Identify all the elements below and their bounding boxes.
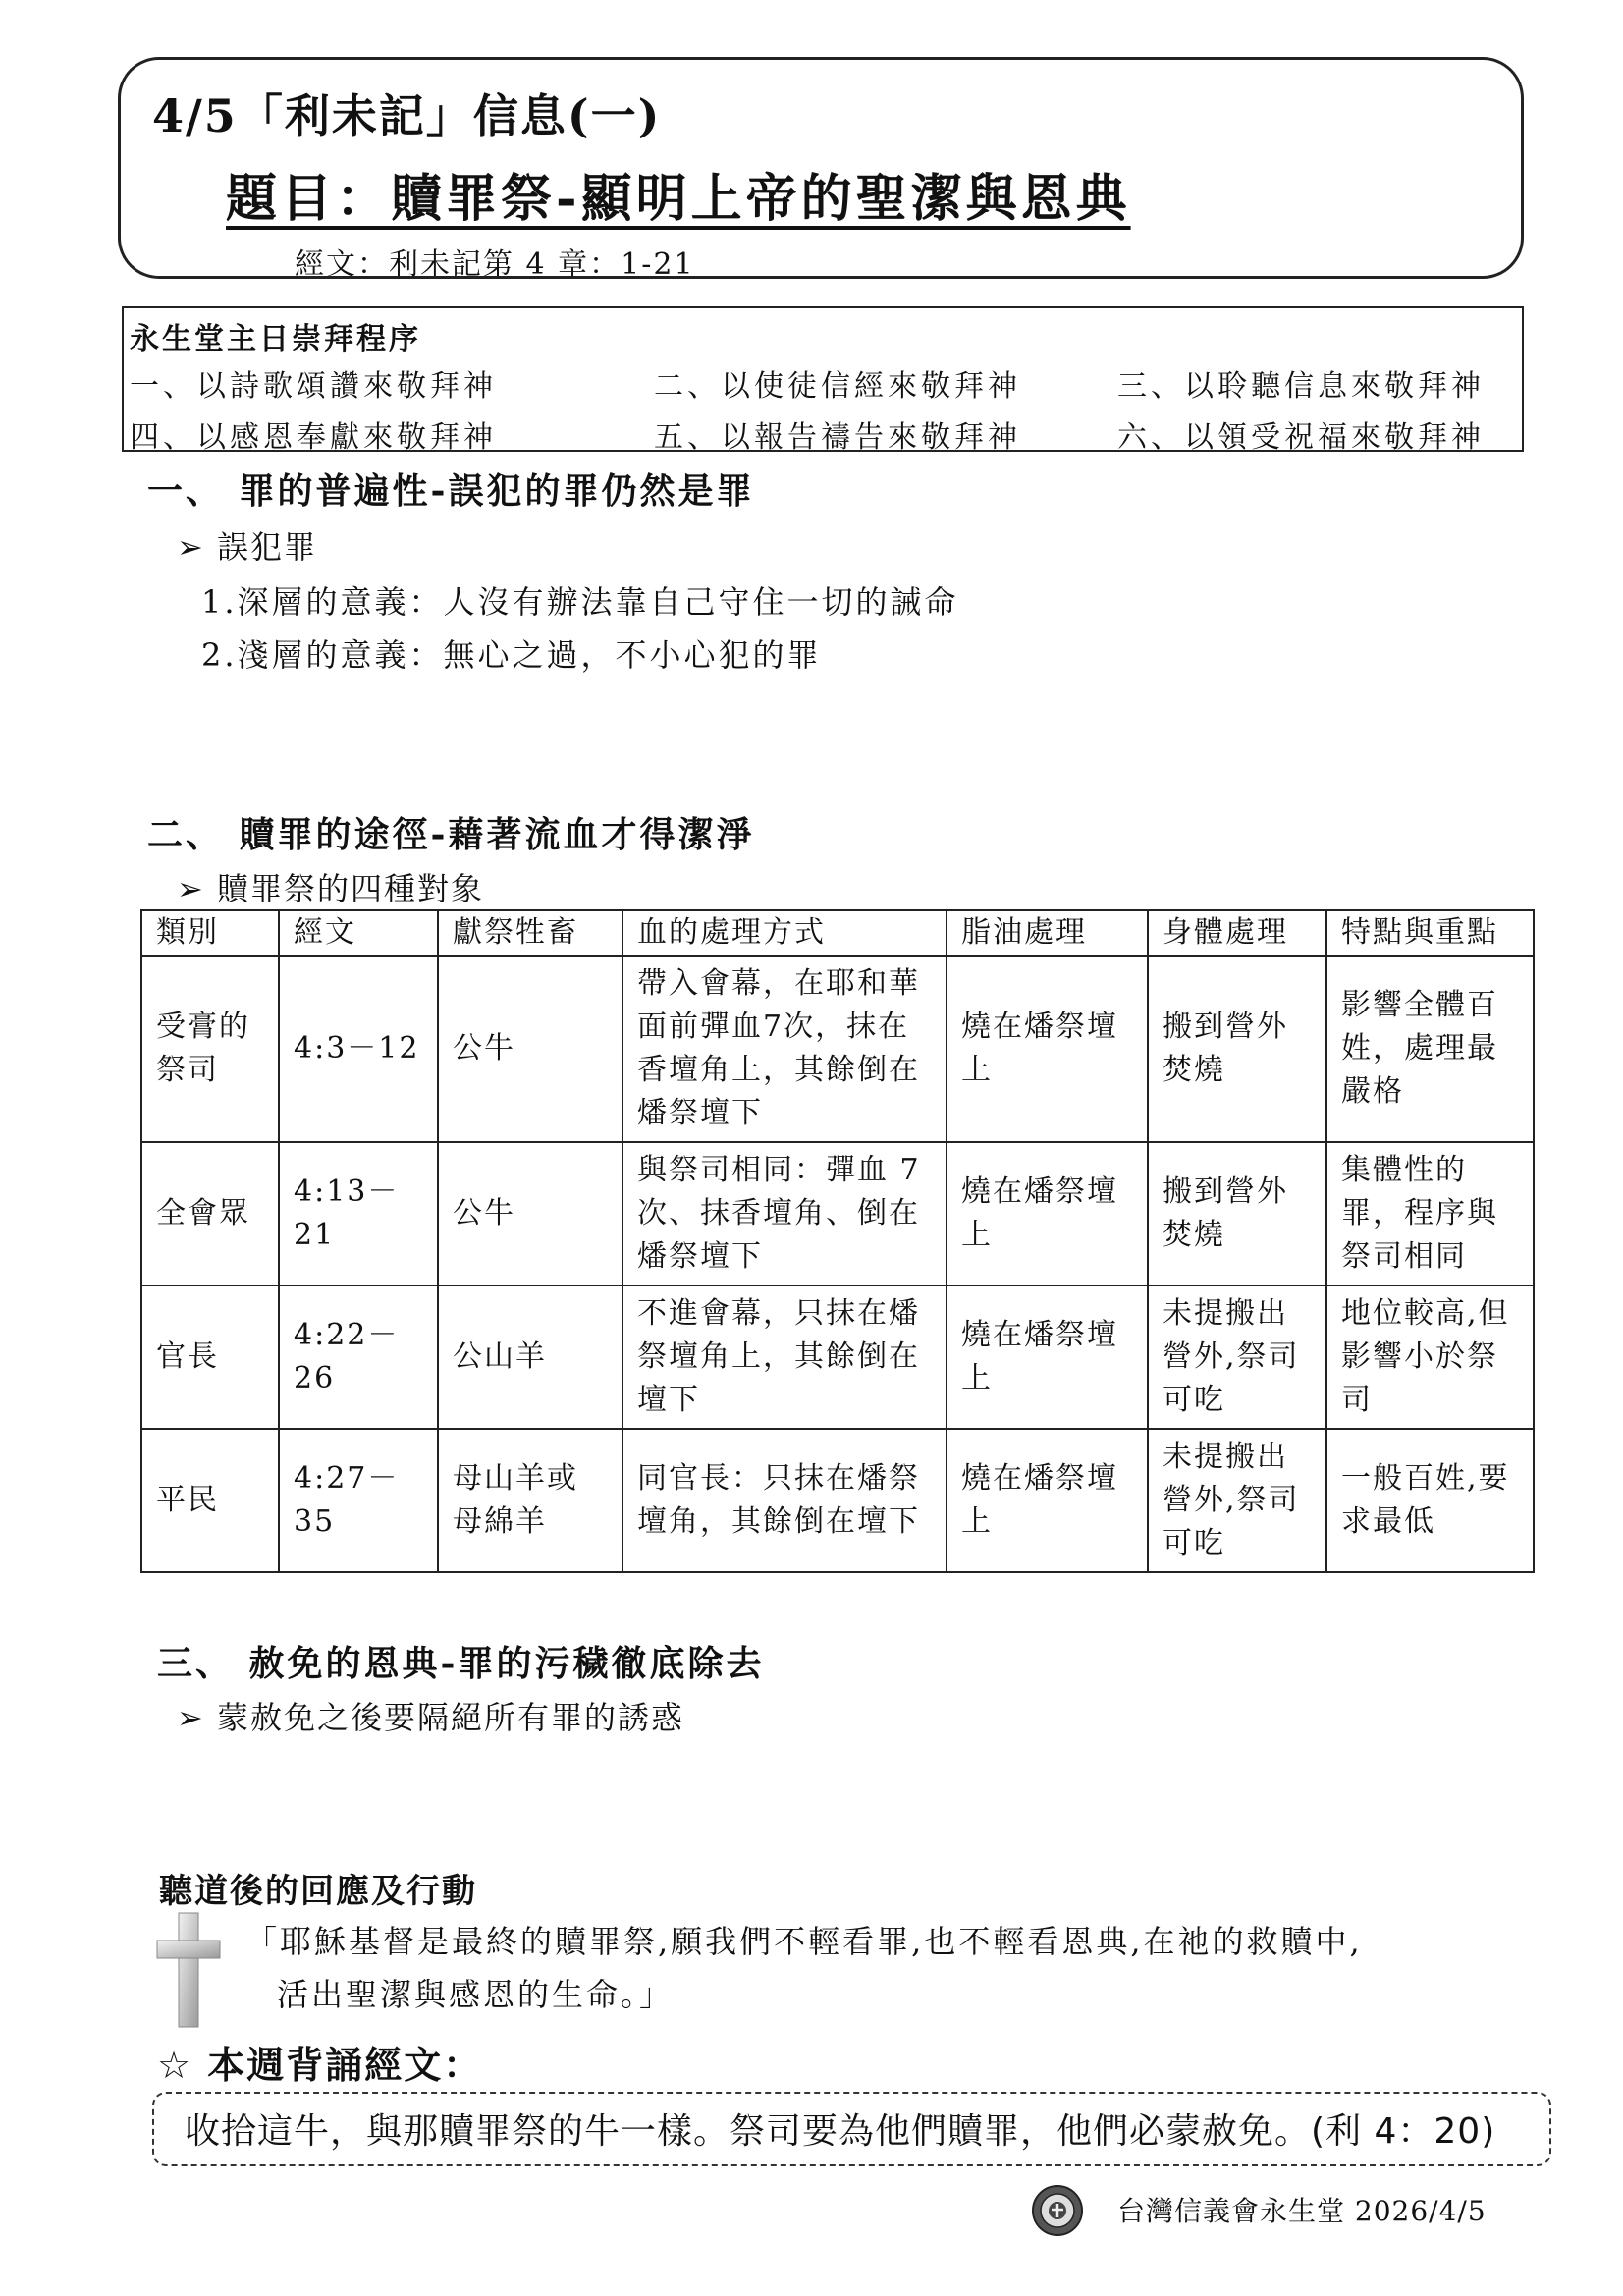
church-seal-icon: [1031, 2184, 1084, 2237]
table-header: 身體處理: [1148, 910, 1326, 956]
table-cell: 未提搬出營外,祭司可吃: [1148, 1429, 1326, 1572]
table-cell: 全會眾: [141, 1142, 279, 1285]
table-row: [141, 1142, 1534, 1285]
table-cell: 燒在燔祭壇上: [947, 1285, 1148, 1429]
response-text-line: 活出聖潔與感恩的生命。」: [277, 1976, 675, 2013]
table-cell: 與祭司相同：彈血 7 次、抹香壇角、倒在燔祭壇下: [622, 1142, 947, 1285]
table-cell: 公牛: [438, 956, 622, 1142]
worship-item: 四、以感恩奉獻來敬拜神: [130, 420, 497, 455]
section2-heading: 二、 贖罪的途徑-藉著流血才得潔淨: [147, 814, 755, 855]
table-header: 血的處理方式: [622, 910, 947, 956]
sin-offering-table: [140, 909, 1535, 1573]
response-text-line: 「耶穌基督是最終的贖罪祭,願我們不輕看罪,也不輕看恩典,在祂的救贖中,: [245, 1923, 1363, 1960]
table-cell: 燒在燔祭壇上: [947, 1429, 1148, 1572]
section3-bullet: ➢ 蒙赦免之後要隔絕所有罪的誘惑: [177, 1699, 684, 1736]
worship-order-title: 永生堂主日崇拜程序: [130, 322, 421, 356]
cross-icon: [155, 1911, 222, 2029]
table-cell: 不進會幕，只抹在燔祭壇角上，其餘倒在壇下: [622, 1285, 947, 1429]
worship-item: 二、以使徒信經來敬拜神: [654, 369, 1021, 404]
arrow-bullet-icon: ➢: [177, 1699, 205, 1736]
section1-point: 2.淺層的意義：無心之過，不小心犯的罪: [201, 636, 822, 674]
table-header: 經文: [279, 910, 438, 956]
table-cell: 搬到營外焚燒: [1148, 1142, 1326, 1285]
table-cell: 平民: [141, 1429, 279, 1572]
table-cell: 燒在燔祭壇上: [947, 1142, 1148, 1285]
table-cell: 一般百姓,要求最低: [1326, 1429, 1534, 1572]
response-heading: 聽道後的回應及行動: [159, 1872, 477, 1911]
section1-bullet: ➢ 誤犯罪: [177, 528, 317, 566]
table-cell: 4:22－26: [279, 1285, 438, 1429]
worship-item: 三、以聆聽信息來敬拜神: [1117, 369, 1485, 404]
table-cell: 公牛: [438, 1142, 622, 1285]
table-row: [141, 1285, 1534, 1429]
table-cell: 4:27－35: [279, 1429, 438, 1572]
table-header: 特點與重點: [1326, 910, 1534, 956]
table-cell: 影響全體百姓，處理最嚴格: [1326, 956, 1534, 1142]
table-cell: 4:13－21: [279, 1142, 438, 1285]
footer-church-date: 台灣信義會永生堂 2026/4/5: [1117, 2195, 1487, 2227]
table-cell: 公山羊: [438, 1285, 622, 1429]
sermon-series-title: 4/5「利未記」信息(一): [152, 89, 662, 142]
memory-verse-heading: ☆ 本週背誦經文：: [157, 2044, 483, 2087]
table-cell: 受膏的祭司: [141, 956, 279, 1142]
table-cell: 燒在燔祭壇上: [947, 956, 1148, 1142]
table-cell: 同官長：只抹在燔祭壇角，其餘倒在壇下: [622, 1429, 947, 1572]
worship-item: 一、以詩歌頌讚來敬拜神: [130, 369, 497, 404]
section1-heading: 一、 罪的普遍性-誤犯的罪仍然是罪: [147, 470, 755, 512]
table-cell: 地位較高,但影響小於祭司: [1326, 1285, 1534, 1429]
arrow-bullet-icon: ➢: [177, 870, 205, 907]
scripture-reference: 經文：利未記第 4 章：1-21: [295, 247, 695, 282]
table-cell: 4:3－12: [279, 956, 438, 1142]
section2-bullet: ➢ 贖罪祭的四種對象: [177, 870, 484, 907]
section1-point: 1.深層的意義：人沒有辦法靠自己守住一切的誡命: [201, 583, 959, 621]
table-header-row: [141, 910, 1534, 956]
worship-item: 五、以報告禱告來敬拜神: [654, 420, 1021, 455]
table-cell: 未提搬出營外,祭司可吃: [1148, 1285, 1326, 1429]
table-cell: 母山羊或母綿羊: [438, 1429, 622, 1572]
table-cell: 官長: [141, 1285, 279, 1429]
table-row: [141, 956, 1534, 1142]
sermon-title: 題目：贖罪祭-顯明上帝的聖潔與恩典: [226, 169, 1131, 229]
table-cell: 搬到營外焚燒: [1148, 956, 1326, 1142]
table-cell: 帶入會幕，在耶和華面前彈血7次，抹在香壇角上，其餘倒在燔祭壇下: [622, 956, 947, 1142]
table-header: 獻祭牲畜: [438, 910, 622, 956]
table-header: 類別: [141, 910, 279, 956]
section3-heading: 三、 赦免的恩典-罪的污穢徹底除去: [157, 1643, 765, 1684]
arrow-bullet-icon: ➢: [177, 528, 205, 566]
table-cell: 集體性的罪，程序與祭司相同: [1326, 1142, 1534, 1285]
table-header: 脂油處理: [947, 910, 1148, 956]
worship-item: 六、以領受祝福來敬拜神: [1117, 420, 1485, 455]
memory-verse-text: 收拾這牛，與那贖罪祭的牛一樣。祭司要為他們贖罪，他們必蒙赦免。(利 4：20): [185, 2111, 1496, 2152]
table-row: [141, 1429, 1534, 1572]
